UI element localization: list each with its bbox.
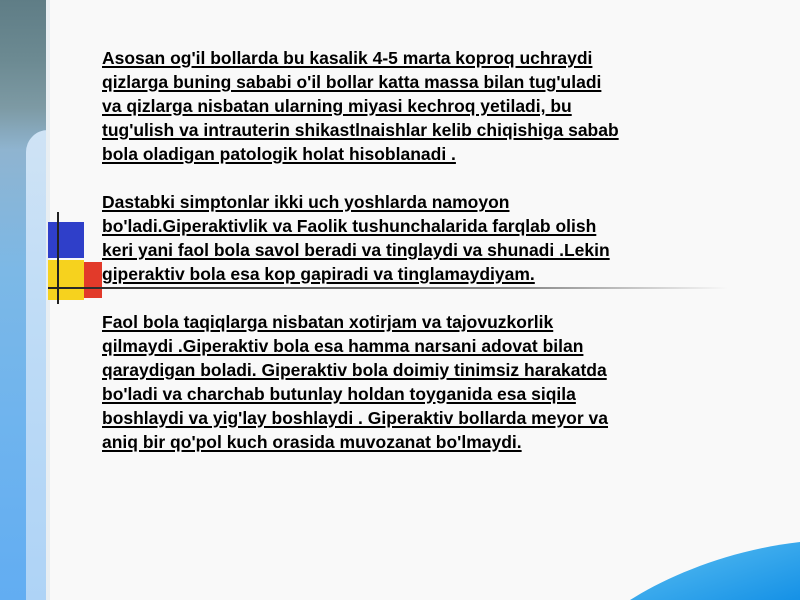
bottom-right-wave — [630, 540, 800, 600]
slide-body — [102, 46, 702, 478]
decor-vertical-line — [57, 212, 59, 304]
left-decor-highlight — [26, 130, 48, 600]
decor-square-red — [84, 262, 102, 298]
paragraph-3: Faol bola taqiqlarga nisbatan xotirjam va tajovuzkorlik qilmaydi .Giperaktiv bola esa hamma narsani adovat bilan qaraydigan boladi. Giperaktiv bola doimiy tinimsiz harakatda bo'ladi va charchab butunlay holdan toyganida esa siqila boshlaydi va yig'lay boshlaydi . Giperaktiv bollarda meyor va aniq bir qo'pol kuch orasida muvozanat bo'lmaydi. — [102, 312, 609, 452]
paragraph-1: Asosan og'il bollarda bu kasalik 4-5 marta koproq uchraydi qizlarga buning sababi o'il bollar katta massa bilan tug'uladi va qizlarga nisbatan ularning miyasi kechroq yetiladi, bu tug'ulish va intrauterin shikastlnaishlar kelib chiqishiga sabab bola oladigan patologik holat hisoblanadi . — [102, 48, 619, 164]
left-decor-edge — [46, 0, 50, 600]
paragraph-2: Dastabki simptonlar ikki uch yoshlarda namoyon bo'ladi.Giperaktivlik va Faolik tushunchalarida farqlab olish keri yani faol bola savol beradi va tinglaydi va shunadi .Lekin giperaktiv bola esa kop gapiradi va tinglamaydiyam. — [102, 192, 610, 284]
decor-square-yellow — [48, 260, 84, 300]
decor-square-blue — [48, 222, 84, 258]
